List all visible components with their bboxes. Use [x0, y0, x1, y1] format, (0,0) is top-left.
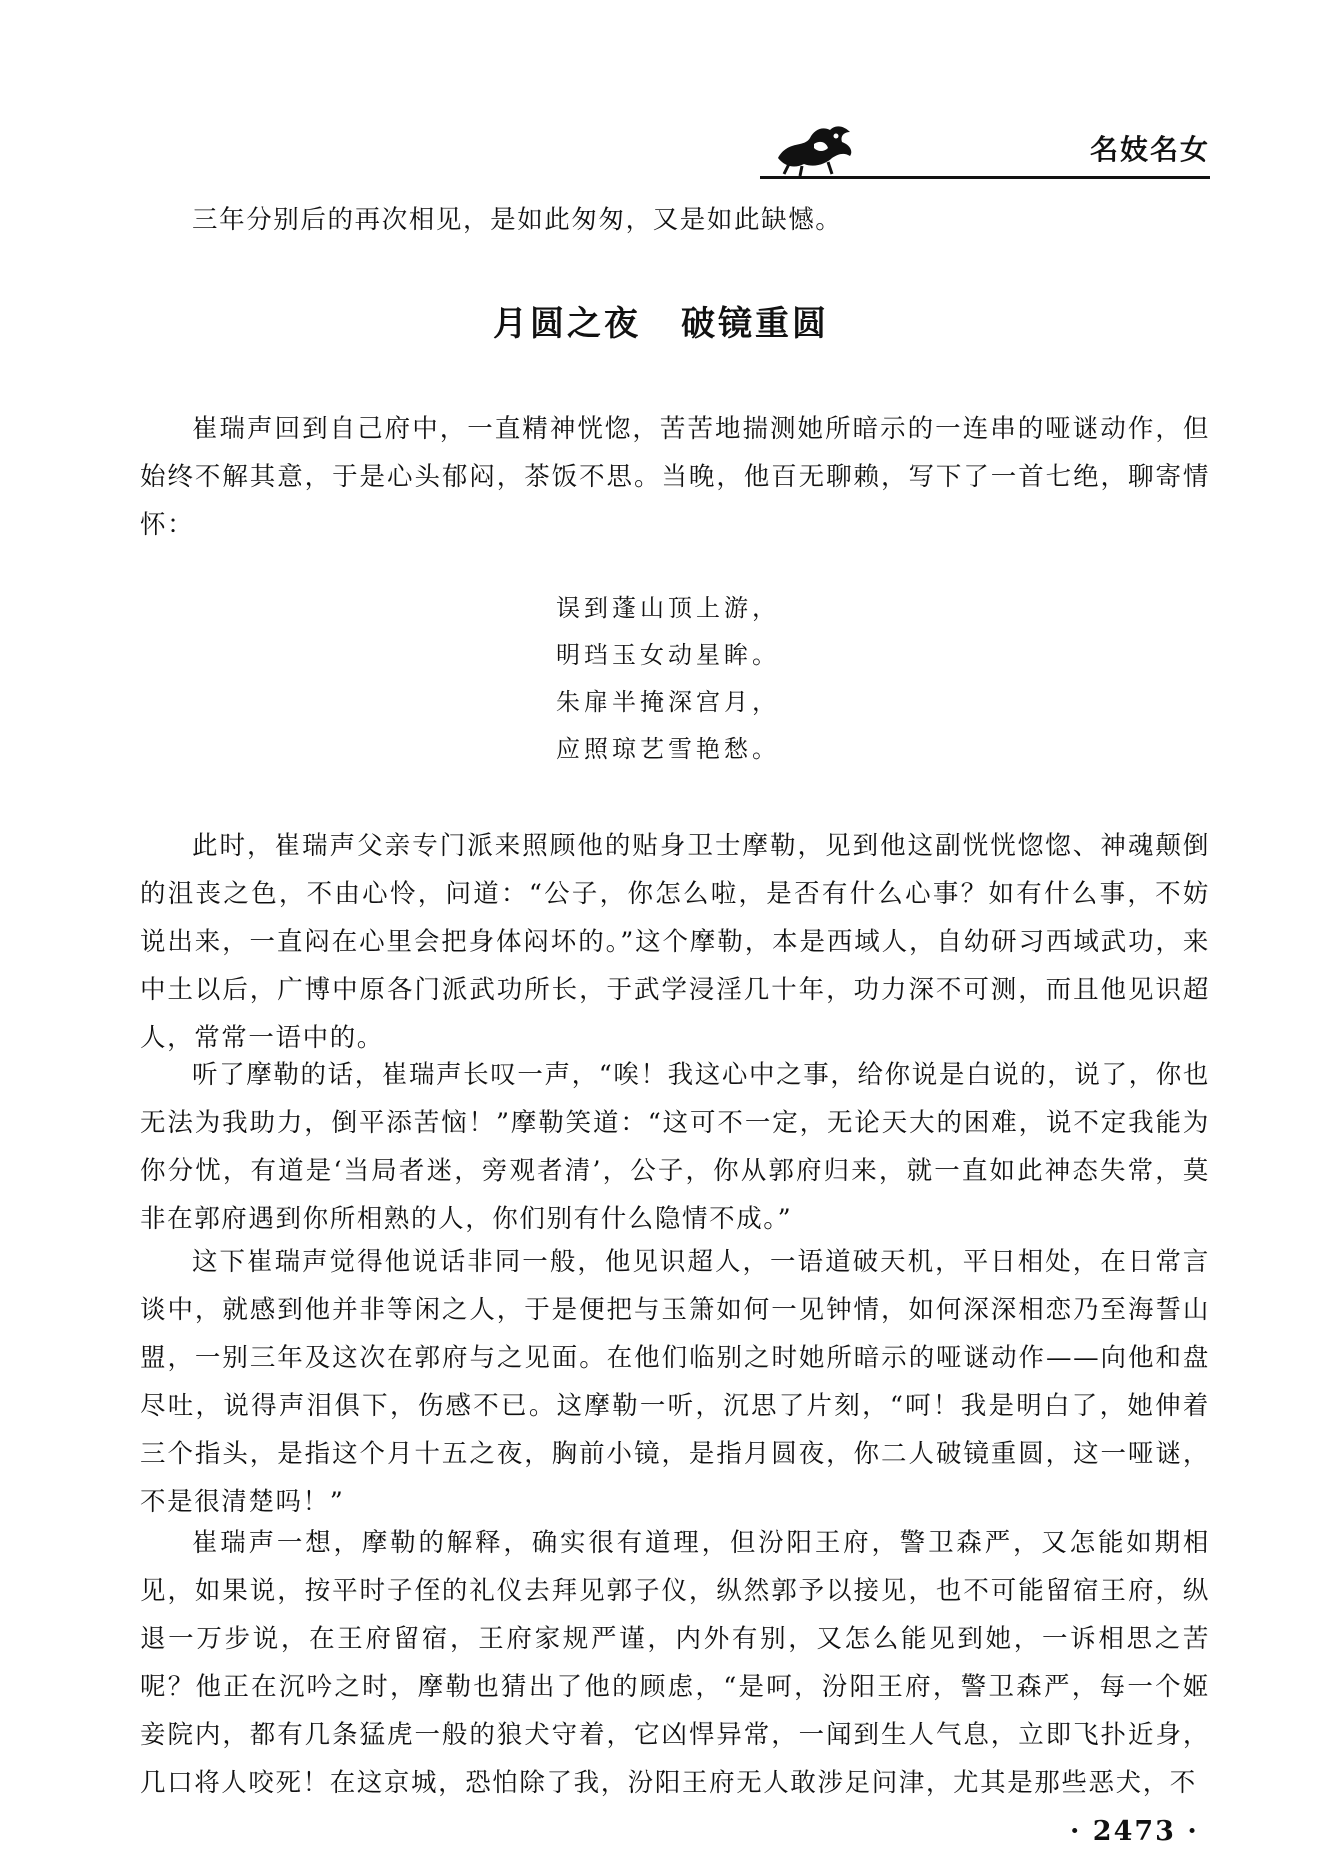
paragraph-4: 这下崔瑞声觉得他说话非同一般，他见识超人，一语道破天机，平日相处，在日常言谈中，就感到他并非等闲之人，于是便把与玉箫如何一见钟情，如何深深相恋乃至海誓山盟，一别三年及这次在郭府与之见面。在他们临别之时她所暗示的哑谜动作——向他和盘尽吐，说得声泪俱下，伤感不已。这摩勒一听，沉思了片刻，“呵！我是明白了，她伸着三个指头，是指这个月十五之夜，胸前小镜，是指月圆夜，你二人破镜重圆，这一哑谜，不是很清楚吗！”: [140, 1247, 1210, 1517]
poem: [556, 585, 780, 773]
section-title-part1: 月圆之夜: [493, 304, 641, 344]
section-title: [0, 296, 1322, 345]
paragraph-1: 崔瑞声回到自己府中，一直精神恍惚，苦苦地揣测她所暗示的一连串的哑谜动作，但始终不解其意，于是心头郁闷，茶饭不思。当晚，他百无聊赖，写下了一首七绝，聊寄情怀：: [140, 414, 1210, 540]
book-title: 名妓名女: [1090, 133, 1211, 166]
paragraph-2: 此时，崔瑞声父亲专门派来照顾他的贴身卫士摩勒，见到他这副恍恍惚惚、神魂颠倒的沮丧之色，不由心怜，问道：“公子，你怎么啦，是否有什么心事？如有什么事，不妨说出来，一直闷在心里会把身体闷坏的。”这个摩勒，本是西域人，自幼研习西域武功，来中土以后，广博中原各门派武功所长，于武学浸淫几十年，功力深不可测，而且他见识超人，常常一语中的。: [140, 831, 1210, 1053]
paragraph-3: 听了摩勒的话，崔瑞声长叹一声，“唉！我这心中之事，给你说是白说的，说了，你也无法为我助力，倒平添苦恼！”摩勒笑道：“这可不一定，无论天大的困难，说不定我能为你分忧，有道是‘当局者迷，旁观者清’，公子，你从郭府归来，就一直如此神态失常，莫非在郭府遇到你所相熟的人，你们别有什么隐情不成。”: [140, 1060, 1210, 1234]
page-number: · 2473 ·: [1070, 1816, 1199, 1847]
poem-line-4: 应照琼艺雪艳愁。: [556, 735, 780, 763]
poem-line-3: 朱扉半掩深宫月，: [556, 688, 780, 716]
poem-line-1: 误到蓬山顶上游，: [556, 594, 780, 622]
section-title-part2: 破镜重圆: [681, 304, 829, 344]
header-divider: [760, 176, 1210, 179]
paragraph-5: 崔瑞声一想，摩勒的解释，确实很有道理，但汾阳王府，警卫森严，又怎能如期相见，如果说，按平时子侄的礼仪去拜见郭子仪，纵然郭予以接见，也不可能留宿王府，纵退一万步说，在王府留宿，王府家规严谨，内外有别，又怎么能见到她，一诉相思之苦呢？他正在沉吟之时，摩勒也猜出了他的顾虑，“是呵，汾阳王府，警卫森严，每一个姬妾院内，都有几条猛虎一般的狼犬守着，它凶悍异常，一闻到生人气息，立即飞扑近身，几口将人咬死！在这京城，恐怕除了我，汾阳王府无人敢涉足问津，尤其是那些恶犬，不: [140, 1528, 1210, 1798]
poem-line-2: 明珰玉女动星眸。: [556, 641, 780, 669]
dragon-emblem-icon: [770, 118, 860, 176]
opening-line: 三年分别后的再次相见，是如此匆匆，又是如此缺憾。: [192, 205, 843, 235]
